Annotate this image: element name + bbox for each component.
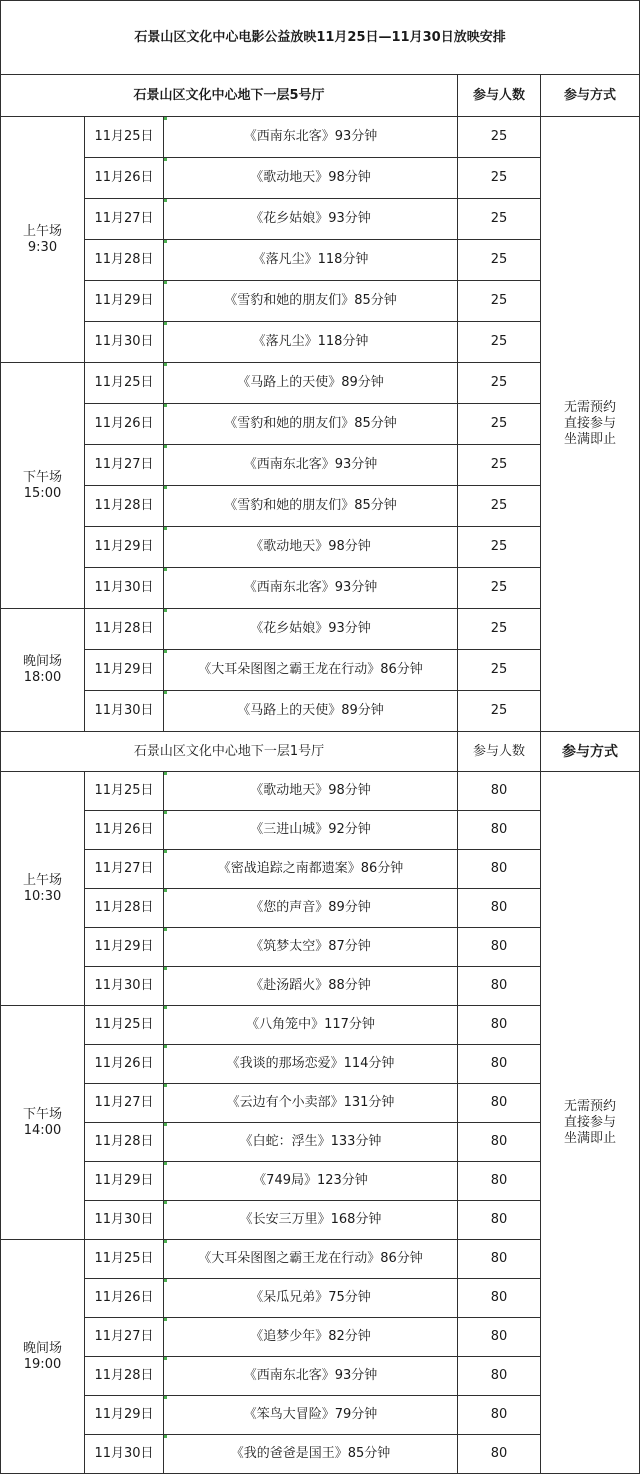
- date-cell: 11月25日: [85, 117, 164, 158]
- movie-cell: 《西南东北客》93分钟: [164, 1357, 458, 1396]
- date-cell: 11月27日: [85, 1084, 164, 1123]
- method-line: 无需预约: [564, 400, 617, 415]
- date-cell: 11月28日: [85, 609, 164, 650]
- date-cell: 11月28日: [85, 1357, 164, 1396]
- count-header: 参与人数: [458, 75, 541, 117]
- count-header: 参与人数: [458, 732, 541, 772]
- movie-cell: 《花乡姑娘》93分钟: [164, 609, 458, 650]
- movie-cell: 《筑梦太空》87分钟: [164, 928, 458, 967]
- count-cell: 80: [458, 850, 541, 889]
- movie-cell: 《您的声音》89分钟: [164, 889, 458, 928]
- session-time: 15:00: [23, 485, 62, 501]
- session-name: 上午场: [22, 223, 62, 239]
- date-cell: 11月29日: [85, 527, 164, 568]
- session-name: 上午场: [22, 872, 62, 888]
- count-cell: 25: [458, 158, 541, 199]
- count-cell: 25: [458, 404, 541, 445]
- method-cell: [541, 117, 640, 732]
- movie-cell: 《大耳朵图图之霸王龙在行动》86分钟: [164, 650, 458, 691]
- date-cell: 11月25日: [85, 772, 164, 811]
- session-time: 10:30: [23, 888, 62, 904]
- method-line: 直接参与: [564, 1114, 617, 1130]
- date-cell: 11月28日: [85, 1123, 164, 1162]
- session-name: 晚间场: [22, 654, 62, 669]
- movie-cell: 《马路上的天使》89分钟: [164, 691, 458, 732]
- movie-cell: 《雪豹和她的朋友们》85分钟: [164, 404, 458, 445]
- session-time: 9:30: [27, 239, 58, 255]
- session-time: 14:00: [23, 1122, 62, 1138]
- date-cell: 11月30日: [85, 1435, 164, 1474]
- date-cell: 11月30日: [85, 322, 164, 363]
- movie-cell: 《歌动地天》98分钟: [164, 772, 458, 811]
- session-cell: [1, 1006, 85, 1240]
- count-cell: 80: [458, 1201, 541, 1240]
- movie-cell: 《749局》123分钟: [164, 1162, 458, 1201]
- movie-cell: 《白蛇：浮生》133分钟: [164, 1123, 458, 1162]
- movie-cell: 《花乡姑娘》93分钟: [164, 199, 458, 240]
- count-cell: 25: [458, 650, 541, 691]
- title-row: [1, 1, 640, 75]
- movie-cell: 《我的爸爸是国王》85分钟: [164, 1435, 458, 1474]
- date-cell: 11月30日: [85, 967, 164, 1006]
- movie-cell: 《歌动地天》98分钟: [164, 158, 458, 199]
- movie-cell: 《三进山城》92分钟: [164, 811, 458, 850]
- date-cell: 11月29日: [85, 650, 164, 691]
- schedule-body: [1, 1, 640, 1474]
- movie-cell: 《歌动地天》98分钟: [164, 527, 458, 568]
- method-header: 参与方式: [541, 75, 640, 117]
- date-cell: 11月29日: [85, 281, 164, 322]
- movie-cell: 《大耳朵图图之霸王龙在行动》86分钟: [164, 1240, 458, 1279]
- hall-name: 石景山区文化中心地下一层1号厅: [1, 732, 458, 772]
- method-line: 直接参与: [564, 416, 617, 431]
- date-cell: 11月29日: [85, 1162, 164, 1201]
- movie-cell: 《笨鸟大冒险》79分钟: [164, 1396, 458, 1435]
- movie-cell: 《西南东北客》93分钟: [164, 568, 458, 609]
- date-cell: 11月27日: [85, 850, 164, 889]
- page-title: 石景山区文化中心电影公益放映11月25日—11月30日放映安排: [1, 1, 640, 75]
- count-cell: 25: [458, 240, 541, 281]
- date-cell: 11月30日: [85, 691, 164, 732]
- date-cell: 11月26日: [85, 158, 164, 199]
- movie-cell: 《雪豹和她的朋友们》85分钟: [164, 486, 458, 527]
- count-cell: 80: [458, 1162, 541, 1201]
- movie-cell: 《长安三万里》168分钟: [164, 1201, 458, 1240]
- count-cell: 80: [458, 1435, 541, 1474]
- count-cell: 80: [458, 1240, 541, 1279]
- date-cell: 11月26日: [85, 1279, 164, 1318]
- date-cell: 11月26日: [85, 404, 164, 445]
- date-cell: 11月26日: [85, 1045, 164, 1084]
- method-line: 无需预约: [564, 1098, 617, 1114]
- count-cell: 80: [458, 1123, 541, 1162]
- date-cell: 11月28日: [85, 486, 164, 527]
- count-cell: 80: [458, 811, 541, 850]
- movie-cell: 《八角笼中》117分钟: [164, 1006, 458, 1045]
- date-cell: 11月25日: [85, 1240, 164, 1279]
- count-cell: 25: [458, 322, 541, 363]
- movie-cell: 《密战追踪之南都遗案》86分钟: [164, 850, 458, 889]
- table-row: [1, 117, 640, 158]
- count-cell: 80: [458, 772, 541, 811]
- movie-cell: 《雪豹和她的朋友们》85分钟: [164, 281, 458, 322]
- movie-cell: 《落凡尘》118分钟: [164, 322, 458, 363]
- session-cell: [1, 772, 85, 1006]
- hall-header-row: [1, 75, 640, 117]
- count-cell: 80: [458, 1396, 541, 1435]
- count-cell: 25: [458, 527, 541, 568]
- method-header: 参与方式: [541, 732, 640, 772]
- movie-cell: 《赴汤蹈火》88分钟: [164, 967, 458, 1006]
- hall-name: 石景山区文化中心地下一层5号厅: [1, 75, 458, 117]
- method-line: 坐满即止: [564, 432, 617, 447]
- date-cell: 11月25日: [85, 363, 164, 404]
- date-cell: 11月28日: [85, 240, 164, 281]
- session-name: 晚间场: [22, 1340, 62, 1356]
- date-cell: 11月27日: [85, 1318, 164, 1357]
- count-cell: 25: [458, 486, 541, 527]
- date-cell: 11月30日: [85, 568, 164, 609]
- session-cell: [1, 363, 85, 609]
- movie-cell: 《云边有个小卖部》131分钟: [164, 1084, 458, 1123]
- method-cell: [541, 772, 640, 1474]
- movie-cell: 《西南东北客》93分钟: [164, 117, 458, 158]
- count-cell: 80: [458, 1279, 541, 1318]
- date-cell: 11月30日: [85, 1201, 164, 1240]
- movie-cell: 《落凡尘》118分钟: [164, 240, 458, 281]
- session-time: 19:00: [23, 1356, 62, 1372]
- hall-header-row: [1, 732, 640, 772]
- count-cell: 80: [458, 1045, 541, 1084]
- movie-cell: 《我谈的那场恋爱》114分钟: [164, 1045, 458, 1084]
- session-cell: [1, 609, 85, 732]
- session-name: 下午场: [22, 469, 62, 485]
- count-cell: 25: [458, 609, 541, 650]
- date-cell: 11月27日: [85, 199, 164, 240]
- count-cell: 25: [458, 445, 541, 486]
- session-time: 18:00: [23, 670, 62, 685]
- movie-cell: 《马路上的天使》89分钟: [164, 363, 458, 404]
- movie-cell: 《西南东北客》93分钟: [164, 445, 458, 486]
- count-cell: 25: [458, 281, 541, 322]
- count-cell: 25: [458, 691, 541, 732]
- count-cell: 25: [458, 199, 541, 240]
- date-cell: 11月29日: [85, 1396, 164, 1435]
- count-cell: 80: [458, 928, 541, 967]
- table-row: [1, 772, 640, 811]
- count-cell: 25: [458, 568, 541, 609]
- count-cell: 25: [458, 117, 541, 158]
- count-cell: 80: [458, 1318, 541, 1357]
- method-line: 坐满即止: [564, 1130, 617, 1146]
- count-cell: 80: [458, 889, 541, 928]
- date-cell: 11月26日: [85, 811, 164, 850]
- session-name: 下午场: [22, 1106, 62, 1122]
- date-cell: 11月28日: [85, 889, 164, 928]
- movie-cell: 《追梦少年》82分钟: [164, 1318, 458, 1357]
- count-cell: 80: [458, 1357, 541, 1396]
- date-cell: 11月25日: [85, 1006, 164, 1045]
- count-cell: 80: [458, 1084, 541, 1123]
- session-cell: [1, 117, 85, 363]
- count-cell: 80: [458, 1006, 541, 1045]
- session-cell: [1, 1240, 85, 1474]
- date-cell: 11月29日: [85, 928, 164, 967]
- count-cell: 80: [458, 967, 541, 1006]
- date-cell: 11月27日: [85, 445, 164, 486]
- count-cell: 25: [458, 363, 541, 404]
- movie-cell: 《呆瓜兄弟》75分钟: [164, 1279, 458, 1318]
